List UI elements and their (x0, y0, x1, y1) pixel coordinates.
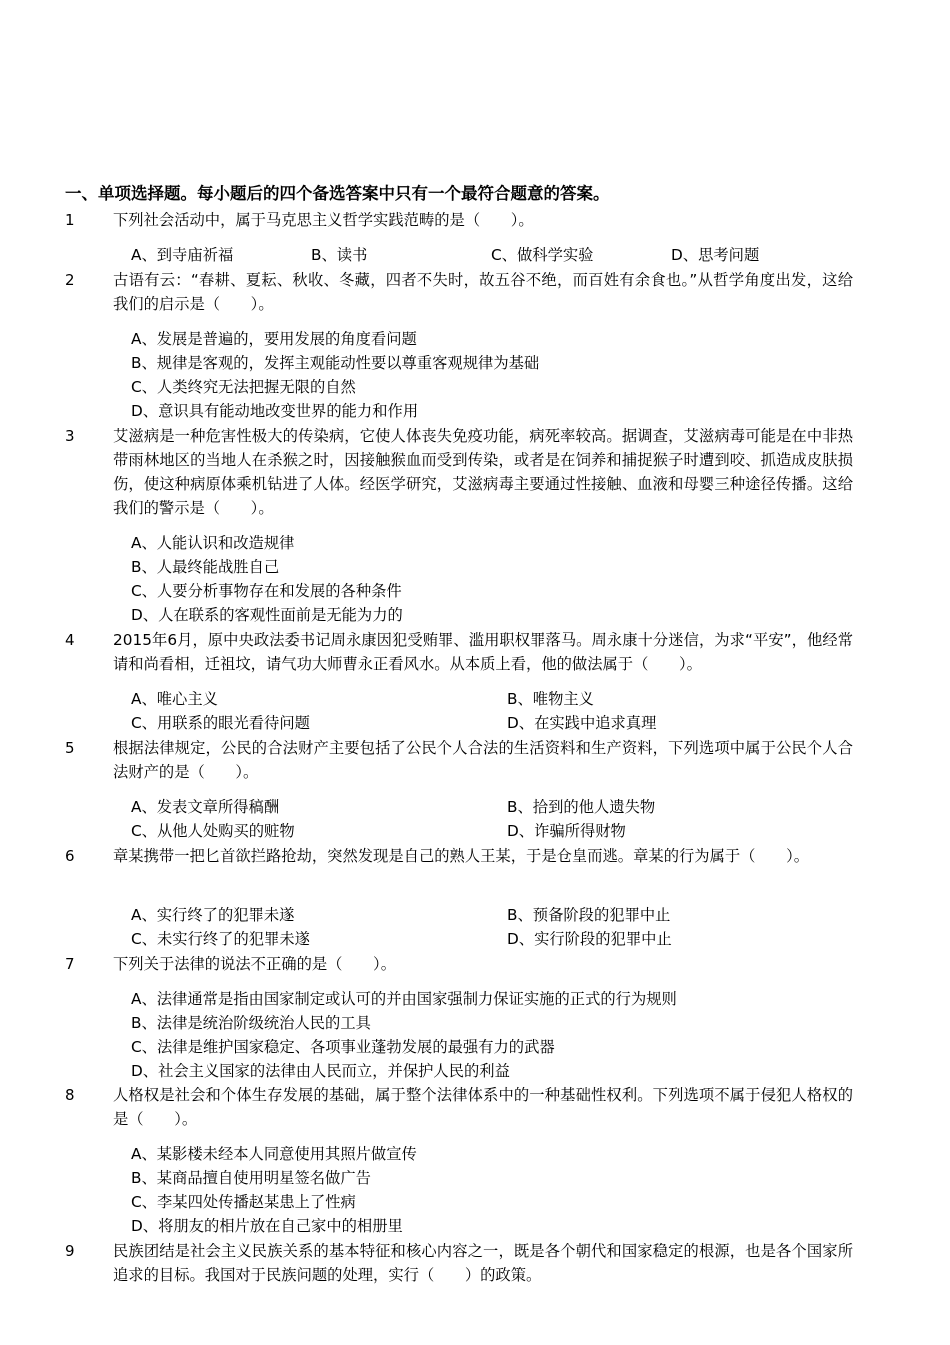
option-a: A、人能认识和改造规律 (131, 534, 295, 552)
option-list (131, 795, 851, 843)
section-heading: 一、单项选择题。每小题后的四个备选答案中只有一个最符合题意的答案。 (65, 184, 610, 203)
option-list (131, 687, 851, 735)
option-a: A、发表文章所得稿酬 (131, 798, 280, 816)
option-list (131, 243, 851, 267)
question-number: 5 (65, 739, 75, 757)
option-d: D、实行阶段的犯罪中止 (507, 930, 672, 948)
option-d: D、诈骗所得财物 (507, 822, 626, 840)
option-a: A、到寺庙祈福 (131, 246, 234, 264)
option-c: C、法律是维护国家稳定、各项事业蓬勃发展的最强有力的武器 (131, 1038, 555, 1056)
option-d: D、人在联系的客观性面前是无能为力的 (131, 606, 403, 624)
question-number: 4 (65, 631, 75, 649)
option-b: B、拾到的他人遗失物 (507, 798, 656, 816)
option-b: B、唯物主义 (507, 690, 594, 708)
option-list (131, 987, 851, 1083)
question-stem: 根据法律规定，公民的合法财产主要包括了公民个人合法的生活资料和生产资料，下列选项中属于公民个人合法财产的是（ ）。 (113, 739, 853, 781)
question-number: 8 (65, 1086, 75, 1104)
option-b: B、某商品擅自使用明星签名做广告 (131, 1169, 371, 1187)
option-c: C、未实行终了的犯罪未遂 (131, 930, 310, 948)
question-number: 6 (65, 847, 75, 865)
option-b: B、法律是统治阶级统治人民的工具 (131, 1014, 371, 1032)
question-number: 1 (65, 211, 75, 229)
option-c: C、人类终究无法把握无限的自然 (131, 378, 356, 396)
option-list (131, 1142, 851, 1238)
question-stem: 2015年6月，原中央政法委书记周永康因犯受贿罪、滥用职权罪落马。周永康十分迷信，为求“平安”，他经常请和尚看相，迁祖坟，请气功大师曹永正看风水。从本质上看，他的做法属于（ ）。 (113, 631, 853, 673)
question-stem: 下列社会活动中，属于马克思主义哲学实践范畴的是（ ）。 (113, 211, 534, 229)
question-stem: 艾滋病是一种危害性极大的传染病，它使人体丧失免疫功能，病死率较高。据调查，艾滋病毒可能是在中非热带雨林地区的当地人在杀猴之时，因接触猴血而受到传染，或者是在饲养和捕捉猴子时遭到咬、抓造成皮肤损伤，使这种病原体乘机钻进了人体。经医学研究，艾滋病毒主要通过性接触、血液和母婴三种途径传播。这给我们的警示是（ ）。 (113, 427, 853, 517)
question-number: 3 (65, 427, 75, 445)
option-a: A、法律通常是指由国家制定或认可的并由国家强制力保证实施的正式的行为规则 (131, 990, 677, 1008)
question-number: 2 (65, 271, 75, 289)
question-stem: 章某携带一把匕首欲拦路抢劫，突然发现是自己的熟人王某，于是仓皇而逃。章某的行为属于（ ）。 (113, 847, 810, 865)
option-d: D、思考问题 (671, 246, 760, 264)
option-list (131, 327, 851, 423)
option-list (131, 531, 851, 627)
question-number: 7 (65, 955, 75, 973)
option-d: D、在实践中追求真理 (507, 714, 657, 732)
option-list (131, 903, 851, 951)
question-stem: 古语有云：“春耕、夏耘、秋收、冬藏，四者不失时，故五谷不绝，而百姓有余食也。”从哲学角度出发，这给我们的启示是（ ）。 (113, 271, 853, 313)
question-stem: 民族团结是社会主义民族关系的基本特征和核心内容之一，既是各个朝代和国家稳定的根源，也是各个国家所追求的目标。我国对于民族问题的处理，实行（ ）的政策。 (113, 1242, 853, 1284)
option-c: C、用联系的眼光看待问题 (131, 714, 310, 732)
question-number: 9 (65, 1242, 75, 1260)
option-b: B、预备阶段的犯罪中止 (507, 906, 671, 924)
option-c: C、人要分析事物存在和发展的各种条件 (131, 582, 402, 600)
option-b: B、规律是客观的，发挥主观能动性要以尊重客观规律为基础 (131, 354, 540, 372)
option-d: D、社会主义国家的法律由人民而立，并保护人民的利益 (131, 1062, 510, 1080)
option-b: B、读书 (311, 246, 368, 264)
option-c: C、李某四处传播赵某患上了性病 (131, 1193, 356, 1211)
question-stem: 人格权是社会和个体生存发展的基础，属于整个法律体系中的一种基础性权利。下列选项不属于侵犯人格权的是（ ）。 (113, 1086, 853, 1128)
option-d: D、意识具有能动地改变世界的能力和作用 (131, 402, 419, 420)
option-a: A、发展是普遍的，要用发展的角度看问题 (131, 330, 417, 348)
option-a: A、唯心主义 (131, 690, 218, 708)
option-a: A、实行终了的犯罪未遂 (131, 906, 295, 924)
option-c: C、从他人处购买的赃物 (131, 822, 295, 840)
option-b: B、人最终能战胜自己 (131, 558, 280, 576)
option-d: D、将朋友的相片放在自己家中的相册里 (131, 1217, 403, 1235)
option-c: C、做科学实验 (491, 246, 594, 264)
question-stem: 下列关于法律的说法不正确的是（ ）。 (113, 955, 396, 973)
option-a: A、某影楼未经本人同意使用其照片做宣传 (131, 1145, 417, 1163)
